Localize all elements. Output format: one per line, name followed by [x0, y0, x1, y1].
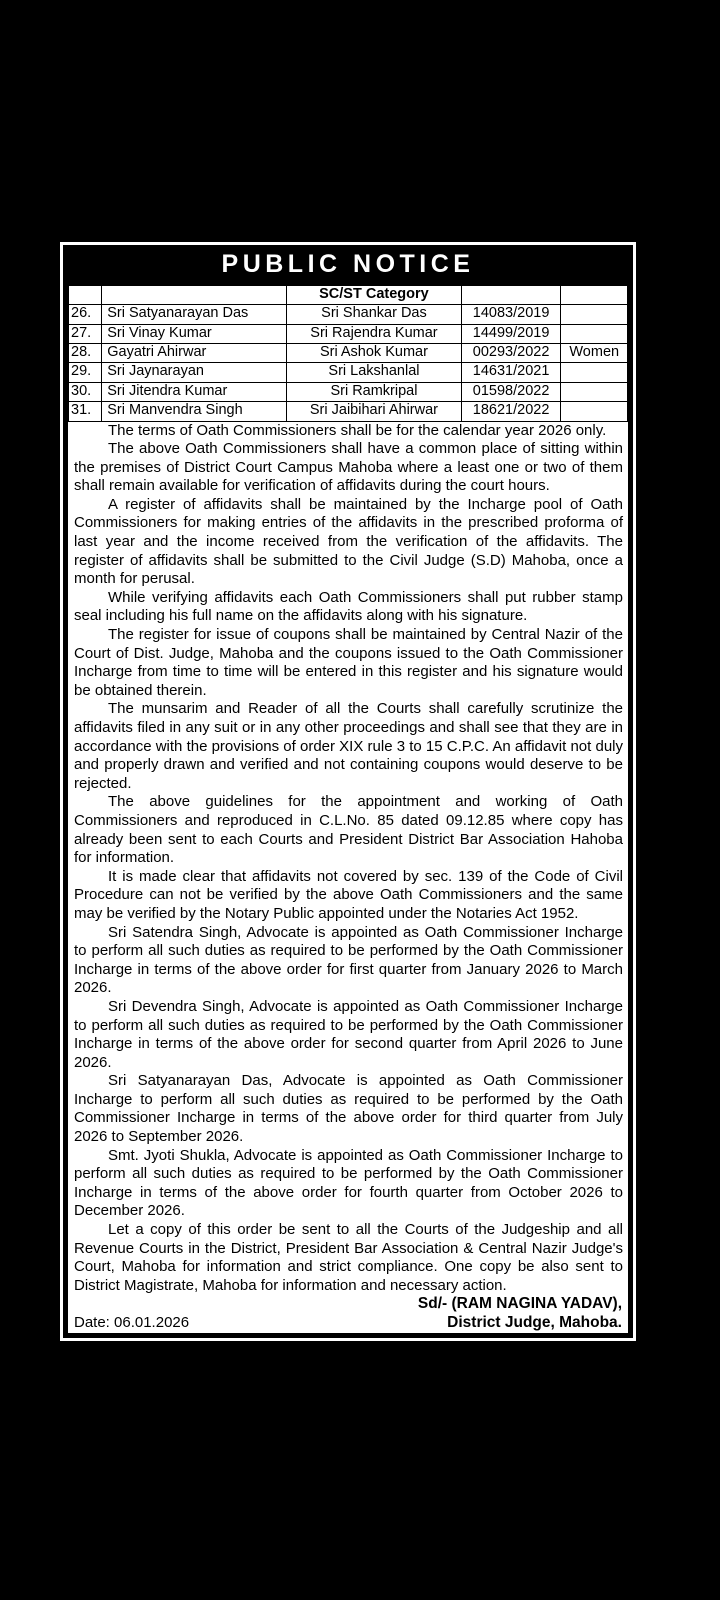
- signatory-designation: District Judge, Mahoba.: [447, 1313, 622, 1331]
- cell-name: Sri Vinay Kumar: [102, 324, 287, 343]
- notice-paragraph: The register for issue of coupons shall be maintained by Central Nazir of the Court of Dist. Judge, Mahoba and the coupons issued to the Oath Commissioner Incharge from time to time will be entered in this register and his signature would be obtained therein.: [74, 626, 623, 699]
- table-row: [69, 324, 628, 343]
- cell-regno: 14631/2021: [461, 363, 561, 382]
- cell-serial: 26.: [69, 305, 102, 324]
- signed-by: Sd/- (RAM NAGINA YADAV),: [417, 1295, 622, 1313]
- table-row: [69, 305, 628, 324]
- notice-paragraph: A register of affidavits shall be maintained by the Incharge pool of Oath Commissioners for making entries of the affidavits in the prescribed proforma of last year and the income received from the verification of the affidavits. The register of affidavits shall be submitted to the Civil Judge (S.D) Mahoba, once a month for perusal.: [74, 495, 623, 588]
- table-row: [69, 402, 628, 421]
- public-notice-advertisement: [60, 242, 636, 1341]
- notice-paragraph: The above Oath Commissioners shall have a common place of sitting within the premises of District Court Campus Mahoba where a least one or two of them shall remain available for verification of affidavits during the court hours.: [74, 440, 623, 495]
- cell-father: Sri Ashok Kumar: [287, 344, 462, 363]
- cell-father: Sri Lakshanlal: [287, 363, 462, 382]
- notice-paragraph: Smt. Jyoti Shukla, Advocate is appointed as Oath Commissioner Incharge to perform all such duties as required to be performed by the Oath Commissioner Incharge in terms of the above order for fourth quarter from October 2026 to December 2026.: [74, 1146, 623, 1220]
- header-cell-serial: [69, 286, 102, 305]
- cell-father: Sri Rajendra Kumar: [287, 324, 462, 343]
- notice-body: [68, 422, 628, 1296]
- notice-paragraph: Sri Satyanarayan Das, Advocate is appointed as Oath Commissioner Incharge to perform all such duties as required to be performed by the Oath Commissioner Incharge in terms of the above order for third quarter from July 2026 to September 2026.: [74, 1072, 623, 1146]
- cell-father: Sri Shankar Das: [287, 305, 462, 324]
- notice-paragraph: It is made clear that affidavits not covered by sec. 139 of the Code of Civil Procedure can not be verified by the above Oath Commissioners and the same may be verified by the Notary Public appointed under the Notaries Act 1952.: [74, 867, 623, 922]
- cell-serial: 29.: [69, 363, 102, 382]
- notice-date: Date: 06.01.2026: [74, 1314, 190, 1332]
- oath-commissioners-table: [68, 285, 628, 422]
- cell-name: Sri Jitendra Kumar: [102, 382, 287, 401]
- cell-regno: 14083/2019: [461, 305, 561, 324]
- cell-serial: 28.: [69, 344, 102, 363]
- cell-father: Sri Jaibihari Ahirwar: [287, 402, 462, 421]
- notice-paragraph: Let a copy of this order be sent to all the Courts of the Judgeship and all Revenue Courts in the District, President Bar Association & Central Nazir Judge's Court, Mahoba for information and strict compliance. One copy be also sent to District Magistrate, Mahoba for information and necessary action.: [74, 1221, 623, 1294]
- table-row: [69, 382, 628, 401]
- cell-father: Sri Ramkripal: [287, 382, 462, 401]
- cell-name: Sri Jaynarayan: [102, 363, 287, 382]
- cell-regno: 00293/2022: [461, 344, 561, 363]
- notice-paragraph: Sri Satendra Singh, Advocate is appointed as Oath Commissioner Incharge to perform all such duties as required to be performed by the Oath Commissioner Incharge in terms of the above order for first quarter from January 2026 to March 2026.: [74, 923, 623, 997]
- cell-category: [561, 324, 628, 343]
- cell-serial: 30.: [69, 382, 102, 401]
- cell-serial: 31.: [69, 402, 102, 421]
- cell-regno: 14499/2019: [461, 324, 561, 343]
- notice-inner-border: [63, 245, 633, 1338]
- notice-paragraph: The above guidelines for the appointment and working of Oath Commissioners and reproduced in C.L.No. 85 dated 09.12.85 where copy has already been sent to each Courts and President District Bar Association Hahoba for information.: [74, 793, 623, 867]
- table-row: [69, 363, 628, 382]
- date-and-designation-row: [74, 1314, 622, 1333]
- cell-category: Women: [561, 344, 628, 363]
- notice-paragraph: While verifying affidavits each Oath Commissioners shall put rubber stamp seal including his full name on the affidavits along with his signature.: [74, 588, 623, 625]
- cell-category: [561, 305, 628, 324]
- table-header-row: [69, 286, 628, 305]
- notice-paragraph: The munsarim and Reader of all the Courts shall carefully scrutinize the affidavits filed in any suit or in any other proceedings and shall see that they are in accordance with the provisions of order XIX rule 3 to 15 C.P.C. An affidavit not duly and properly drawn and verified and not containing coupons would deserve to be rejected.: [74, 700, 623, 792]
- cell-name: Gayatri Ahirwar: [102, 344, 287, 363]
- cell-name: Sri Satyanarayan Das: [102, 305, 287, 324]
- table-row: [69, 344, 628, 363]
- masthead: [66, 248, 630, 283]
- notice-paragraph: The terms of Oath Commissioners shall be for the calendar year 2026 only.: [108, 421, 607, 439]
- cell-serial: 27.: [69, 324, 102, 343]
- notice-paragraph: Sri Devendra Singh, Advocate is appointed as Oath Commissioner Incharge to perform all such duties as required to be performed by the Oath Commissioner Incharge in terms of the above order for second quarter from April 2026 to June 2026.: [74, 997, 623, 1071]
- notice-sheet: [66, 283, 630, 1335]
- header-cell-remark: [561, 286, 628, 305]
- cell-regno: 18621/2022: [461, 402, 561, 421]
- notice-title: PUBLIC NOTICE: [221, 250, 475, 278]
- cell-category: [561, 402, 628, 421]
- cell-category: [561, 382, 628, 401]
- header-cell-category: SC/ST Category: [287, 286, 462, 305]
- cell-name: Sri Manvendra Singh: [102, 402, 287, 421]
- cell-regno: 01598/2022: [461, 382, 561, 401]
- header-cell-regno: [461, 286, 561, 305]
- signature-block: [68, 1295, 628, 1333]
- header-cell-name: [102, 286, 287, 305]
- cell-category: [561, 363, 628, 382]
